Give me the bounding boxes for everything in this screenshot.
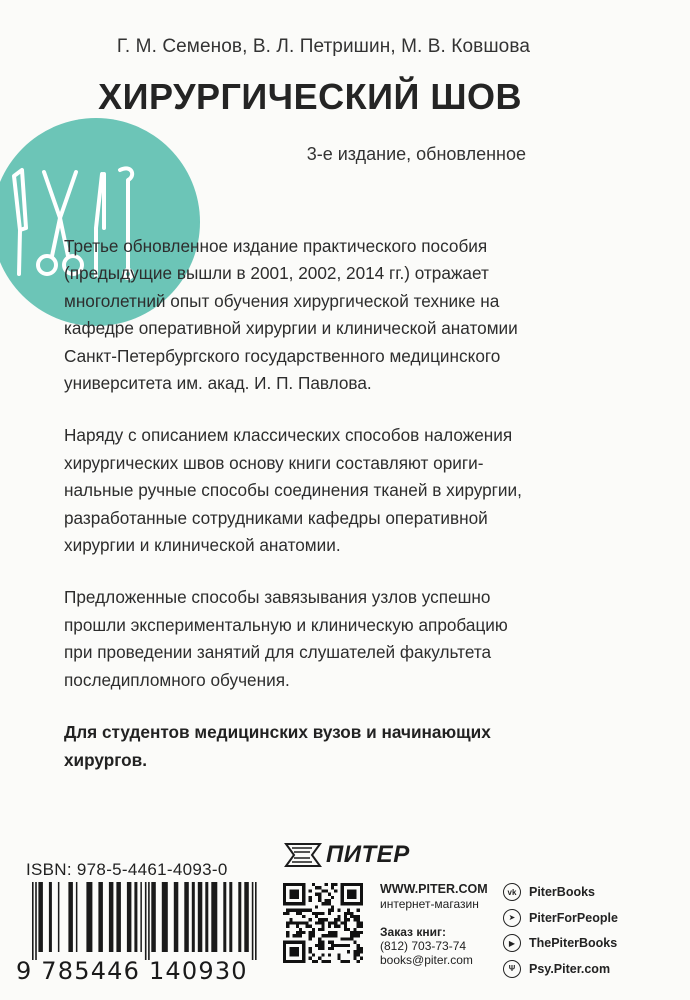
vk-icon: vk — [503, 883, 521, 901]
text-line: хирургических швов основу книги составляют ориги- — [64, 452, 484, 473]
text-line: Наряду с описанием классических способов наложения — [64, 425, 513, 446]
piter-logo-icon — [284, 840, 324, 870]
text-line: Предложенные способы завязывания узлов успешно — [64, 587, 491, 608]
social-link-vk[interactable] — [503, 880, 618, 904]
youtube-icon: ▶ — [503, 934, 521, 952]
book-title: ХИРУРГИЧЕСКИЙ ШОВ — [98, 76, 522, 117]
social-label: PiterBooks — [529, 885, 595, 899]
social-link-telegram[interactable] — [503, 906, 618, 930]
text-line: (предыдущие вышли в 2001, 2002, 2014 гг.) отражает — [64, 263, 489, 284]
psy-icon: Ψ — [503, 960, 521, 978]
text-line: Третье обновленное издание практического пособия — [64, 236, 488, 256]
text-line: университета им. акад. И. П. Павлова. — [64, 373, 372, 394]
edition-note: 3-е издание, обновленное — [306, 144, 526, 164]
social-links — [503, 880, 618, 982]
text-line: Санкт-Петербургского государственного медицинского — [64, 345, 501, 366]
telegram-icon: ➤ — [503, 909, 521, 927]
social-link-youtube[interactable] — [503, 931, 618, 955]
text-line: последипломного обучения. — [64, 669, 290, 690]
text-line: при проведении занятий для слушателей факультета — [64, 642, 492, 663]
text-line: нальные ручные способы соединения тканей в хирургии, — [64, 480, 522, 501]
order-header: Заказ книг: — [380, 925, 446, 939]
isbn-label: ISBN: 978-5-4461-4093-0 — [26, 860, 228, 879]
order-email[interactable]: books@piter.com — [380, 953, 473, 967]
description — [64, 233, 534, 799]
qr-code — [283, 883, 363, 963]
social-label: ThePiterBooks — [529, 936, 618, 950]
social-link-psy[interactable] — [503, 957, 618, 981]
text-line: Для студентов медицинских вузов и начинающих — [64, 722, 491, 743]
audience-note — [64, 719, 534, 774]
barcode-digits: 9 785446 140930 — [16, 957, 248, 985]
order-info — [380, 925, 473, 967]
text-line: кафедре оперативной хирургии и клинической анатомии — [64, 318, 518, 339]
authors: Г. М. Семенов, В. Л. Петришин, М. В. Ковшова — [116, 36, 530, 57]
social-label: PiterForPeople — [529, 910, 618, 925]
social-label: Psy.Piter.com — [529, 961, 611, 976]
paragraph-3 — [64, 584, 534, 694]
shop-url[interactable]: WWW.PITER.COM — [380, 882, 488, 896]
paragraph-1 — [64, 233, 534, 397]
paragraph-2 — [64, 422, 534, 559]
shop-label: интернет-магазин — [380, 897, 479, 911]
order-phone: (812) 703-73-74 — [380, 939, 467, 953]
text-line: хирургии и клинической анатомии. — [64, 535, 341, 556]
text-line: хирургов. — [64, 749, 147, 770]
online-shop — [380, 882, 488, 912]
barcode — [28, 882, 264, 960]
text-line: многолетний опыт обучения хирургической технике на — [64, 290, 500, 311]
text-line: прошли экспериментальную и клиническую апробацию — [64, 614, 508, 635]
publisher-name: ПИТЕР — [326, 841, 410, 868]
publisher-logo — [284, 838, 444, 874]
text-line: разработанные сотрудниками кафедры оперативной — [64, 507, 488, 528]
